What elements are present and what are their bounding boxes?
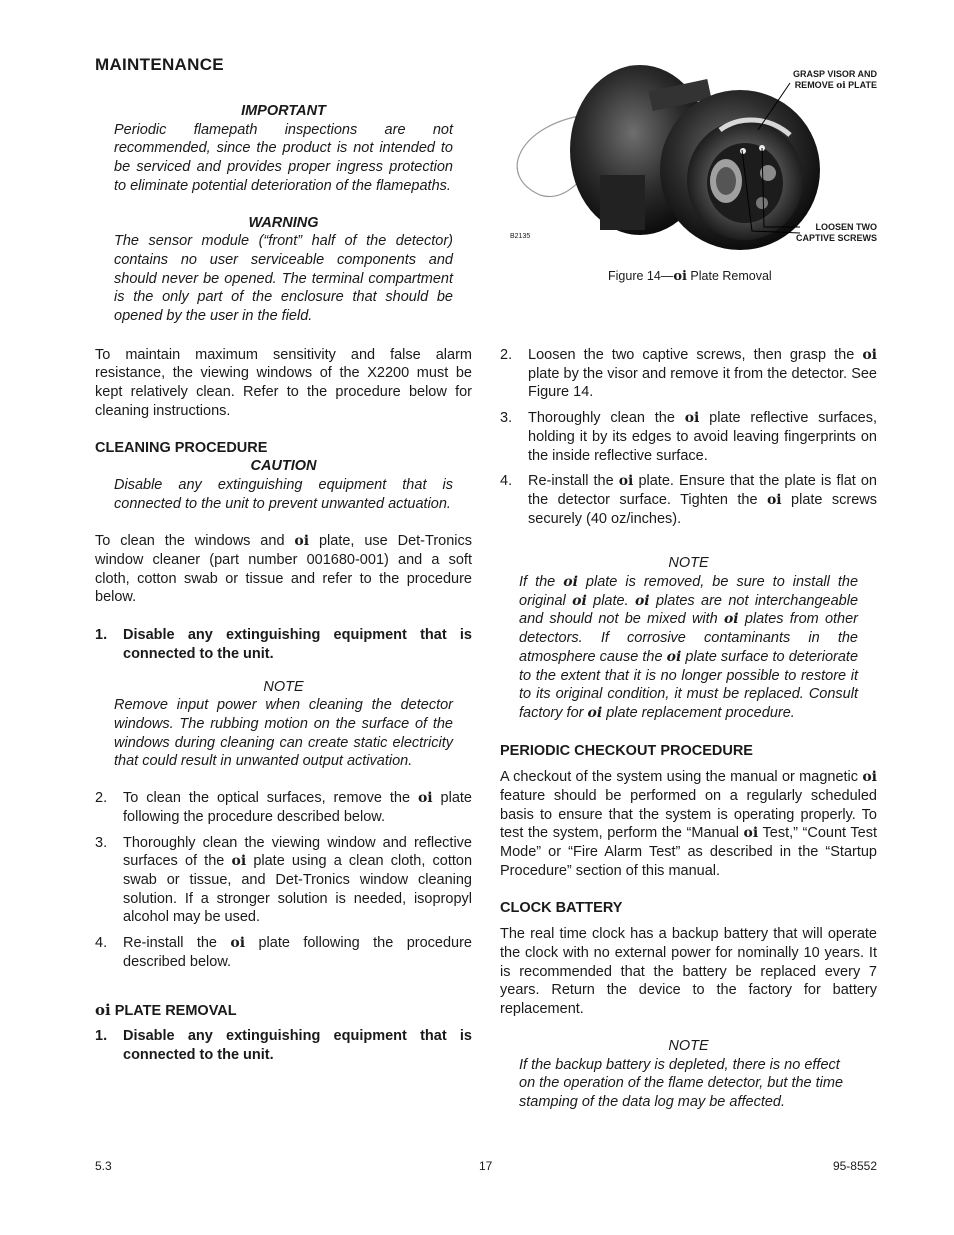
step-text: plate screws securely (40 oz/inches).: [528, 491, 878, 527]
note-text: plate.: [593, 592, 629, 609]
checkout-heading: PERIODIC CHECKOUT PROCEDURE: [500, 742, 753, 759]
plate-removal-step-1: [95, 1027, 472, 1064]
cleaning-note-box: [95, 678, 472, 772]
checkout-paragraph: [500, 768, 877, 880]
page-title: MAINTENANCE: [95, 55, 224, 74]
step-text: plate. Ensure that the plate is flat on the detector surface. Tighten the: [528, 473, 877, 508]
warning-box: [95, 214, 472, 326]
step-number: 1.: [95, 627, 108, 644]
figure-code: B2135: [510, 233, 531, 240]
cleaning-note-title: NOTE: [263, 678, 304, 695]
oi-mark: oi: [723, 611, 739, 628]
figure-14: [500, 55, 880, 290]
oi-mark: oi: [862, 347, 877, 363]
checkout-text: Test,” “Count Test Mode” or “Fire Alarm Test” as described in the “Startup Procedure” section of this manual.: [500, 825, 877, 879]
callout-captive-screws: [750, 222, 877, 244]
step-number: 4.: [95, 935, 108, 952]
oi-mark: oi: [563, 574, 578, 591]
important-text: Periodic flamepath inspections are not recommended, since the product is not intended to be serviced and provides proper ingress protection to eliminate potential deterioration of the flamepaths.: [114, 121, 453, 194]
left-column: [95, 102, 472, 1065]
oi-mark: oi: [743, 825, 759, 842]
oi-mark: oi: [684, 410, 700, 427]
note-text: plates from other detectors. If corrosive contaminants in the atmosphere cause the: [519, 611, 858, 665]
oi-mark: oi: [836, 81, 846, 91]
plate-removal-step-4: [500, 472, 877, 528]
plate-removal-step-2: [500, 346, 877, 402]
oi-mark: oi: [587, 704, 603, 721]
battery-note-box: [500, 1037, 877, 1112]
plate-note-box: [500, 554, 877, 722]
cleaning-step-3: [95, 834, 472, 928]
note-text: plate surface to deteriorate to the extent that it is no longer possible to restore it to its original condition, it must be replaced. Consult factory for: [519, 648, 859, 721]
cleaning-note-text: Remove input power when cleaning the detector windows. The rubbing motion on the surface of the windows during cleaning can create static electricity that could result in unwanted output activation.: [114, 697, 453, 770]
step-number: 4.: [500, 473, 513, 490]
step-number: 3.: [500, 410, 513, 427]
oi-mark: oi: [618, 473, 634, 490]
callout-line: CAPTIVE SCREWS: [795, 233, 877, 243]
oi-mark: oi: [417, 790, 433, 807]
battery-note-title: NOTE: [668, 1037, 709, 1054]
page-number: 17: [479, 1159, 493, 1173]
cleaning-step-2: [95, 789, 472, 826]
callout-text: REMOVE: [794, 80, 834, 90]
caption-text: Plate Removal: [690, 269, 772, 283]
warning-title: WARNING: [248, 214, 319, 231]
important-box: [95, 102, 472, 196]
caution-text: Disable any extinguishing equipment that is connected to the unit to prevent unwanted actuation.: [114, 476, 453, 512]
oi-mark: oi: [230, 935, 246, 952]
note-text: plates are not interchangeable and should not be mixed with: [519, 592, 859, 628]
step-text: plate reflective surfaces, holding it by its edges to avoid leaving fingerprints on the inside reflective surface.: [528, 410, 877, 464]
step-text: plate using a clean cloth, cotton swab or tissue, and Det-Tronics window cleaning solution. If a stronger solution is needed, isopropyl alcohol may be used.: [123, 853, 473, 926]
oi-mark: oi: [766, 491, 782, 508]
step-text: plate following the procedure described below.: [123, 790, 472, 825]
cleaning-step-1: [95, 626, 472, 663]
callout-line: LOOSEN TWO: [815, 222, 877, 232]
callout-line: [750, 80, 877, 92]
step-text: Re-install the: [528, 473, 614, 490]
caption-text: Figure 14—: [608, 269, 674, 283]
plate-removal-heading-text: PLATE REMOVAL: [114, 1003, 237, 1020]
step-text: Thoroughly clean the: [528, 410, 675, 427]
step-text: To clean the optical surfaces, remove the: [123, 790, 411, 807]
right-column: [500, 346, 877, 1112]
callout-text: PLATE: [848, 80, 877, 90]
caution-box: [95, 457, 472, 513]
oi-mark: oi: [862, 769, 877, 786]
oi-mark: oi: [634, 592, 650, 609]
plate-removal-heading: [95, 1001, 472, 1021]
oi-mark: oi: [666, 648, 682, 665]
callout-grasp-visor: [750, 69, 877, 92]
step-number: 2.: [500, 347, 513, 363]
step-number: 3.: [95, 834, 108, 851]
cleaning-paragraph-b: plate, use Det-Tronics window cleaner (part number 001680-001) and a soft cloth, cotton swab or tissue and refer to the procedure below.: [95, 533, 473, 606]
step-number: 1.: [95, 1028, 108, 1045]
oi-mark: oi: [95, 1001, 111, 1020]
warning-text: The sensor module (“front” half of the detector) contains no user serviceable components and should never be opened. The terminal compartment is the only part of the enclosure that should be opened by the user in the field.: [114, 233, 453, 325]
step-text: Loosen the two captive screws, then grasp the: [528, 347, 855, 363]
callout-line: GRASP VISOR AND: [792, 69, 877, 79]
battery-paragraph: The real time clock has a backup battery that will operate the clock with no external power for nominally 10 years. It is recommended that the battery be replaced every 7 years. Return the device to the factory for battery replacement.: [500, 926, 877, 1018]
figure-caption: [608, 269, 772, 284]
plate-note-text: [519, 573, 858, 723]
cleaning-paragraph: [95, 532, 472, 607]
battery-note-text: If the backup battery is depleted, there is no effect on the operation of the flame detector, but the time stamping of the data log may be affected.: [519, 1056, 844, 1110]
checkout-text: A checkout of the system using the manual or magnetic: [500, 769, 859, 786]
document-number: 95-8552: [832, 1159, 877, 1173]
step-text: plate by the visor and remove it from the detector. See Figure 14.: [528, 365, 877, 401]
cleaning-paragraph-a: To clean the windows and: [95, 533, 285, 550]
step-text: plate following the procedure described below.: [123, 935, 472, 970]
note-text: plate replacement procedure.: [606, 704, 795, 721]
step-text: Disable any extinguishing equipment that is connected to the unit.: [123, 627, 472, 662]
footer-left: 5.3: [95, 1159, 112, 1173]
step-text: Disable any extinguishing equipment that is connected to the unit.: [123, 1028, 472, 1063]
step-number: 2.: [95, 790, 108, 807]
cleaning-heading: CLEANING PROCEDURE: [95, 439, 268, 456]
step-text: Thoroughly clean the viewing window and reflective surfaces of the: [123, 834, 472, 870]
battery-heading: CLOCK BATTERY: [500, 899, 623, 916]
oi-mark: oi: [572, 592, 587, 609]
step-text: Re-install the: [123, 935, 217, 952]
plate-note-title: NOTE: [668, 555, 709, 572]
oi-mark: oi: [673, 269, 687, 284]
cleaning-step-4: [95, 934, 472, 971]
note-text: plate is removed, be sure to install the original: [519, 574, 859, 609]
important-title: IMPORTANT: [241, 103, 326, 119]
plate-removal-step-3: [500, 409, 877, 465]
oi-mark: oi: [231, 853, 247, 870]
oi-mark: oi: [294, 533, 310, 550]
caution-title: CAUTION: [250, 458, 317, 475]
note-text: If the: [519, 574, 556, 591]
intro-paragraph: To maintain maximum sensitivity and false alarm resistance, the viewing windows of the X2200 must be kept relatively clean. Refer to the procedure below for cleaning instructions.: [95, 346, 472, 419]
checkout-text: feature should be performed on a regularly scheduled basis to ensure that the system is operating properly. To test the system, perform the “Manual: [500, 788, 877, 842]
